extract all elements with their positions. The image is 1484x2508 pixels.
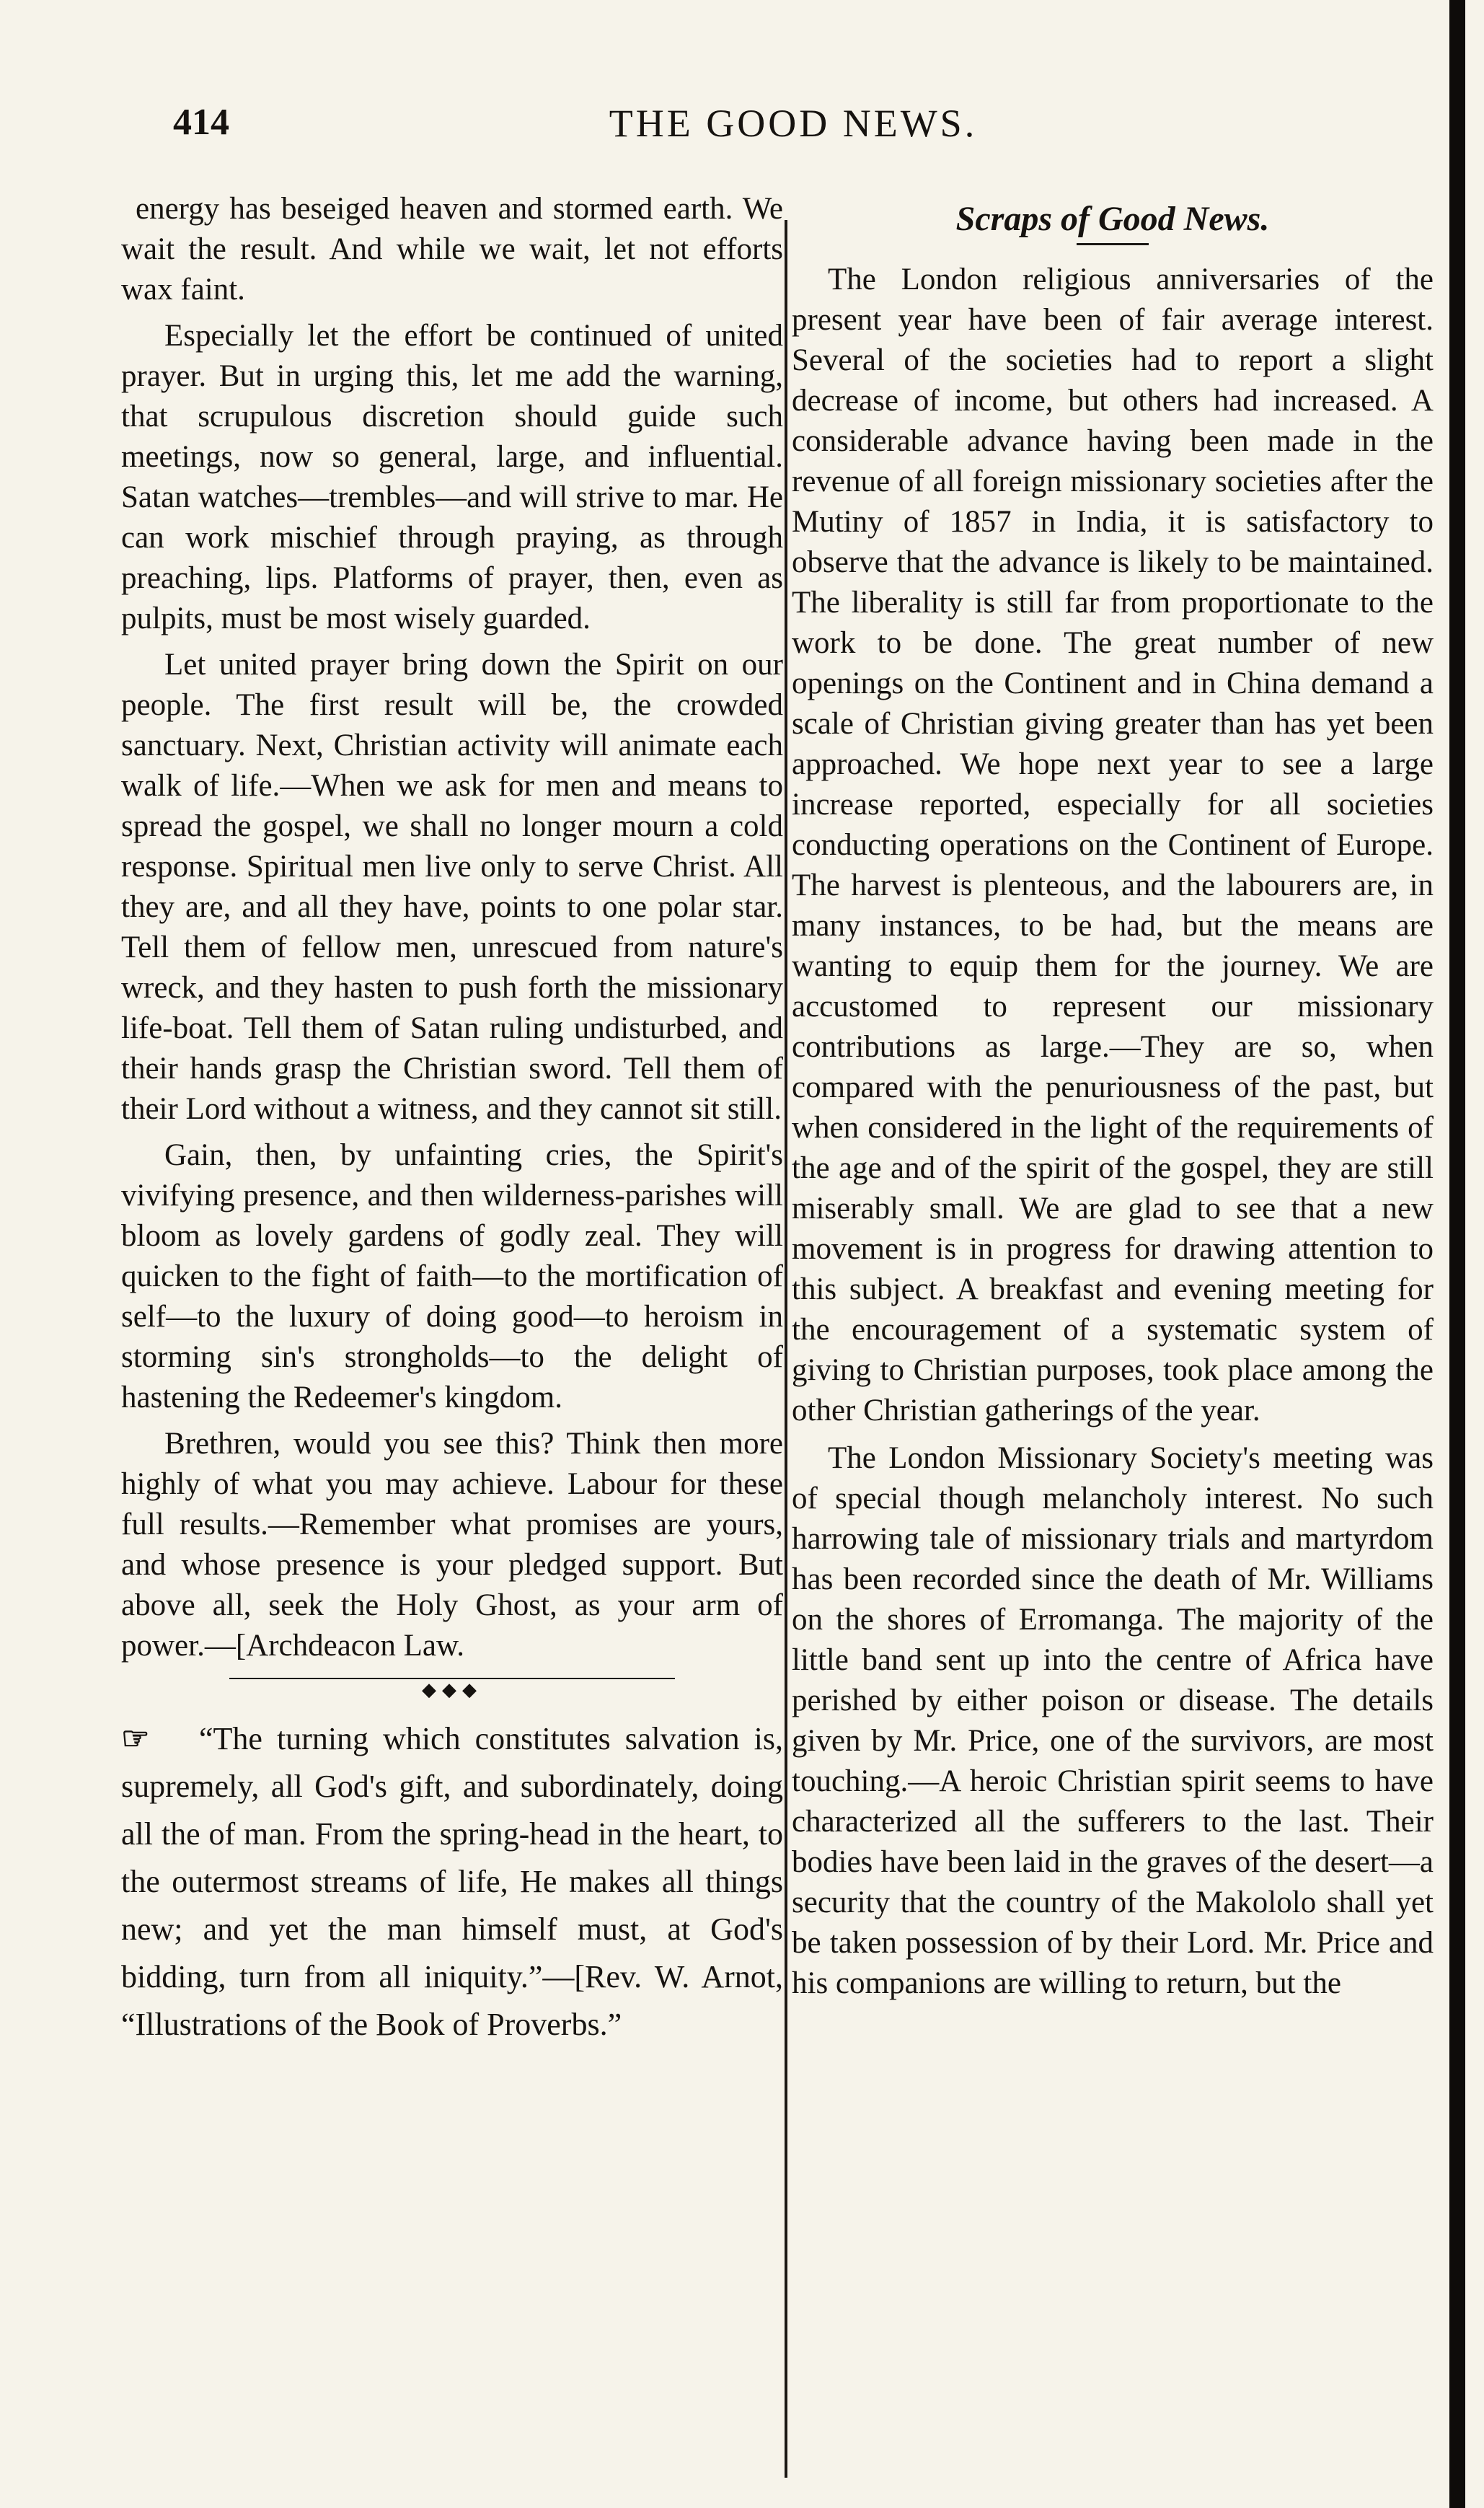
- section-divider: [121, 1678, 783, 1701]
- pointing-hand-icon: ☞: [121, 1721, 150, 1756]
- right-column: [792, 189, 1434, 2011]
- left-paragraph-3: Let united prayer bring down the Spirit on our people. The first result will be, the crowded sanctuary. Next, Christian activity will animate each walk of life.—When we ask for men and means to spread the gospel, we shall no longer mourn a cold response. Spiritual men live only to serve Christ. All they are, and all they have, points to one polar star. Tell them of fellow men, unrescued from nature's wreck, and they hasten to push forth the missionary life-boat. Tell them of Satan ruling undisturbed, and their hands grasp the Christian sword. Tell them of their Lord without a witness, and they cannot sit still.: [121, 648, 783, 1126]
- right-paragraph-2: The London Missionary Society's meeting was of special though melancholy interest. No such harrowing tale of missionary trials and martyrdom has been recorded since the death of Mr. Williams on the shores of Erromanga. The majority of the little band sent up into the centre of Africa have perished by either poison or disease. The details given by Mr. Price, one of the survivors, are most touching.—A heroic Christian spirit seems to have characterized all the sufferers to the last. Their bodies have been laid in the graves of the desert—a security that the country of the Makololo shall yet be taken possession of by their Lord. Mr. Price and his companions are willing to return, but the: [792, 1441, 1434, 2000]
- page-header: [173, 101, 1413, 166]
- left-paragraph-5: Brethren, would you see this? Think then more highly of what you may achieve. Labour for these full results.—Remember what promises are yours, and whose presence is your pledged support. But above all, seek the Holy Ghost, as your arm of power.—[Archdeacon Law.: [121, 1427, 783, 1663]
- quote-text: “The turning which constitutes salvation is, supremely, all God's gift, and subordinately, doing all the of man. From the spring-head in the heart, to the outermost streams of life, He makes all things new; and yet the man himself must, at God's bidding, turn from all iniquity.”—[Rev. W. Arnot, “Illustrations of the Book of Proverbs.”: [121, 1721, 783, 2042]
- running-title: THE GOOD NEWS.: [609, 102, 978, 145]
- column-divider: [785, 220, 787, 2478]
- left-column: [121, 189, 783, 2049]
- heading-underline: [1077, 243, 1149, 245]
- section-heading: Scraps of Good News.: [955, 200, 1270, 238]
- page-edge-shadow: [1449, 0, 1465, 2508]
- right-paragraph-1: The London religious anniversaries of the present year have been of fair average interest. Several of the societies had to report a slight decrease of income, but others had increased. A considerable advance having been made in the revenue of all foreign missionary societies after the Mutiny of 1857 in India, it is satisfactory to observe that the advance is likely to be maintained. The liberality is still far from proportionate to the work to be done. The great number of new openings on the Continent and in China demand a scale of Christian giving greater than has yet been approached. We hope next year to see a large increase reported, especially for all societies conducting operations on the Continent of Europe. The harvest is plenteous, and the labourers are, in many instances, to be had, but the means are wanting to equip them for the journey. We are accustomed to represent our missionary contributions as large.—They are so, when compared with the penuriousness of the past, but when considered in the light of the requirements of the age and of the spirit of the gospel, they are still miserably small. We are glad to see that a new movement is in progress for drawing attention to this subject. A breakfast and evening meeting for the encouragement of a systematic system of giving to Christian purposes, took place among the other Christian gatherings of the year.: [792, 263, 1434, 1427]
- left-paragraph-2: Especially let the effort be continued of united prayer. But in urging this, let me add the warning, that scrupulous discretion should guide such meetings, now so general, large, and influential. Satan watches—trembles—and will strive to mar. He can work mischief through praying, as through preaching, lips. Platforms of prayer, then, even as pulpits, must be most wisely guarded.: [121, 319, 783, 635]
- left-paragraph-1: energy has beseiged heaven and stormed earth. We wait the result. And while we wait, let not efforts wax faint.: [121, 192, 783, 307]
- quote-paragraph: [121, 1715, 783, 2049]
- divider-ornament: ◆◆◆: [422, 1679, 482, 1700]
- left-paragraph-4: Gain, then, by unfainting cries, the Spirit's vivifying presence, and then wilderness-parishes will bloom as lovely gardens of godly zeal. They will quicken to the fight of faith—to the mortification of self—to the luxury of doing good—to heroism in storming sin's strongholds—to the delight of hastening the Redeemer's kingdom.: [121, 1138, 783, 1414]
- page-number: 414: [173, 102, 229, 143]
